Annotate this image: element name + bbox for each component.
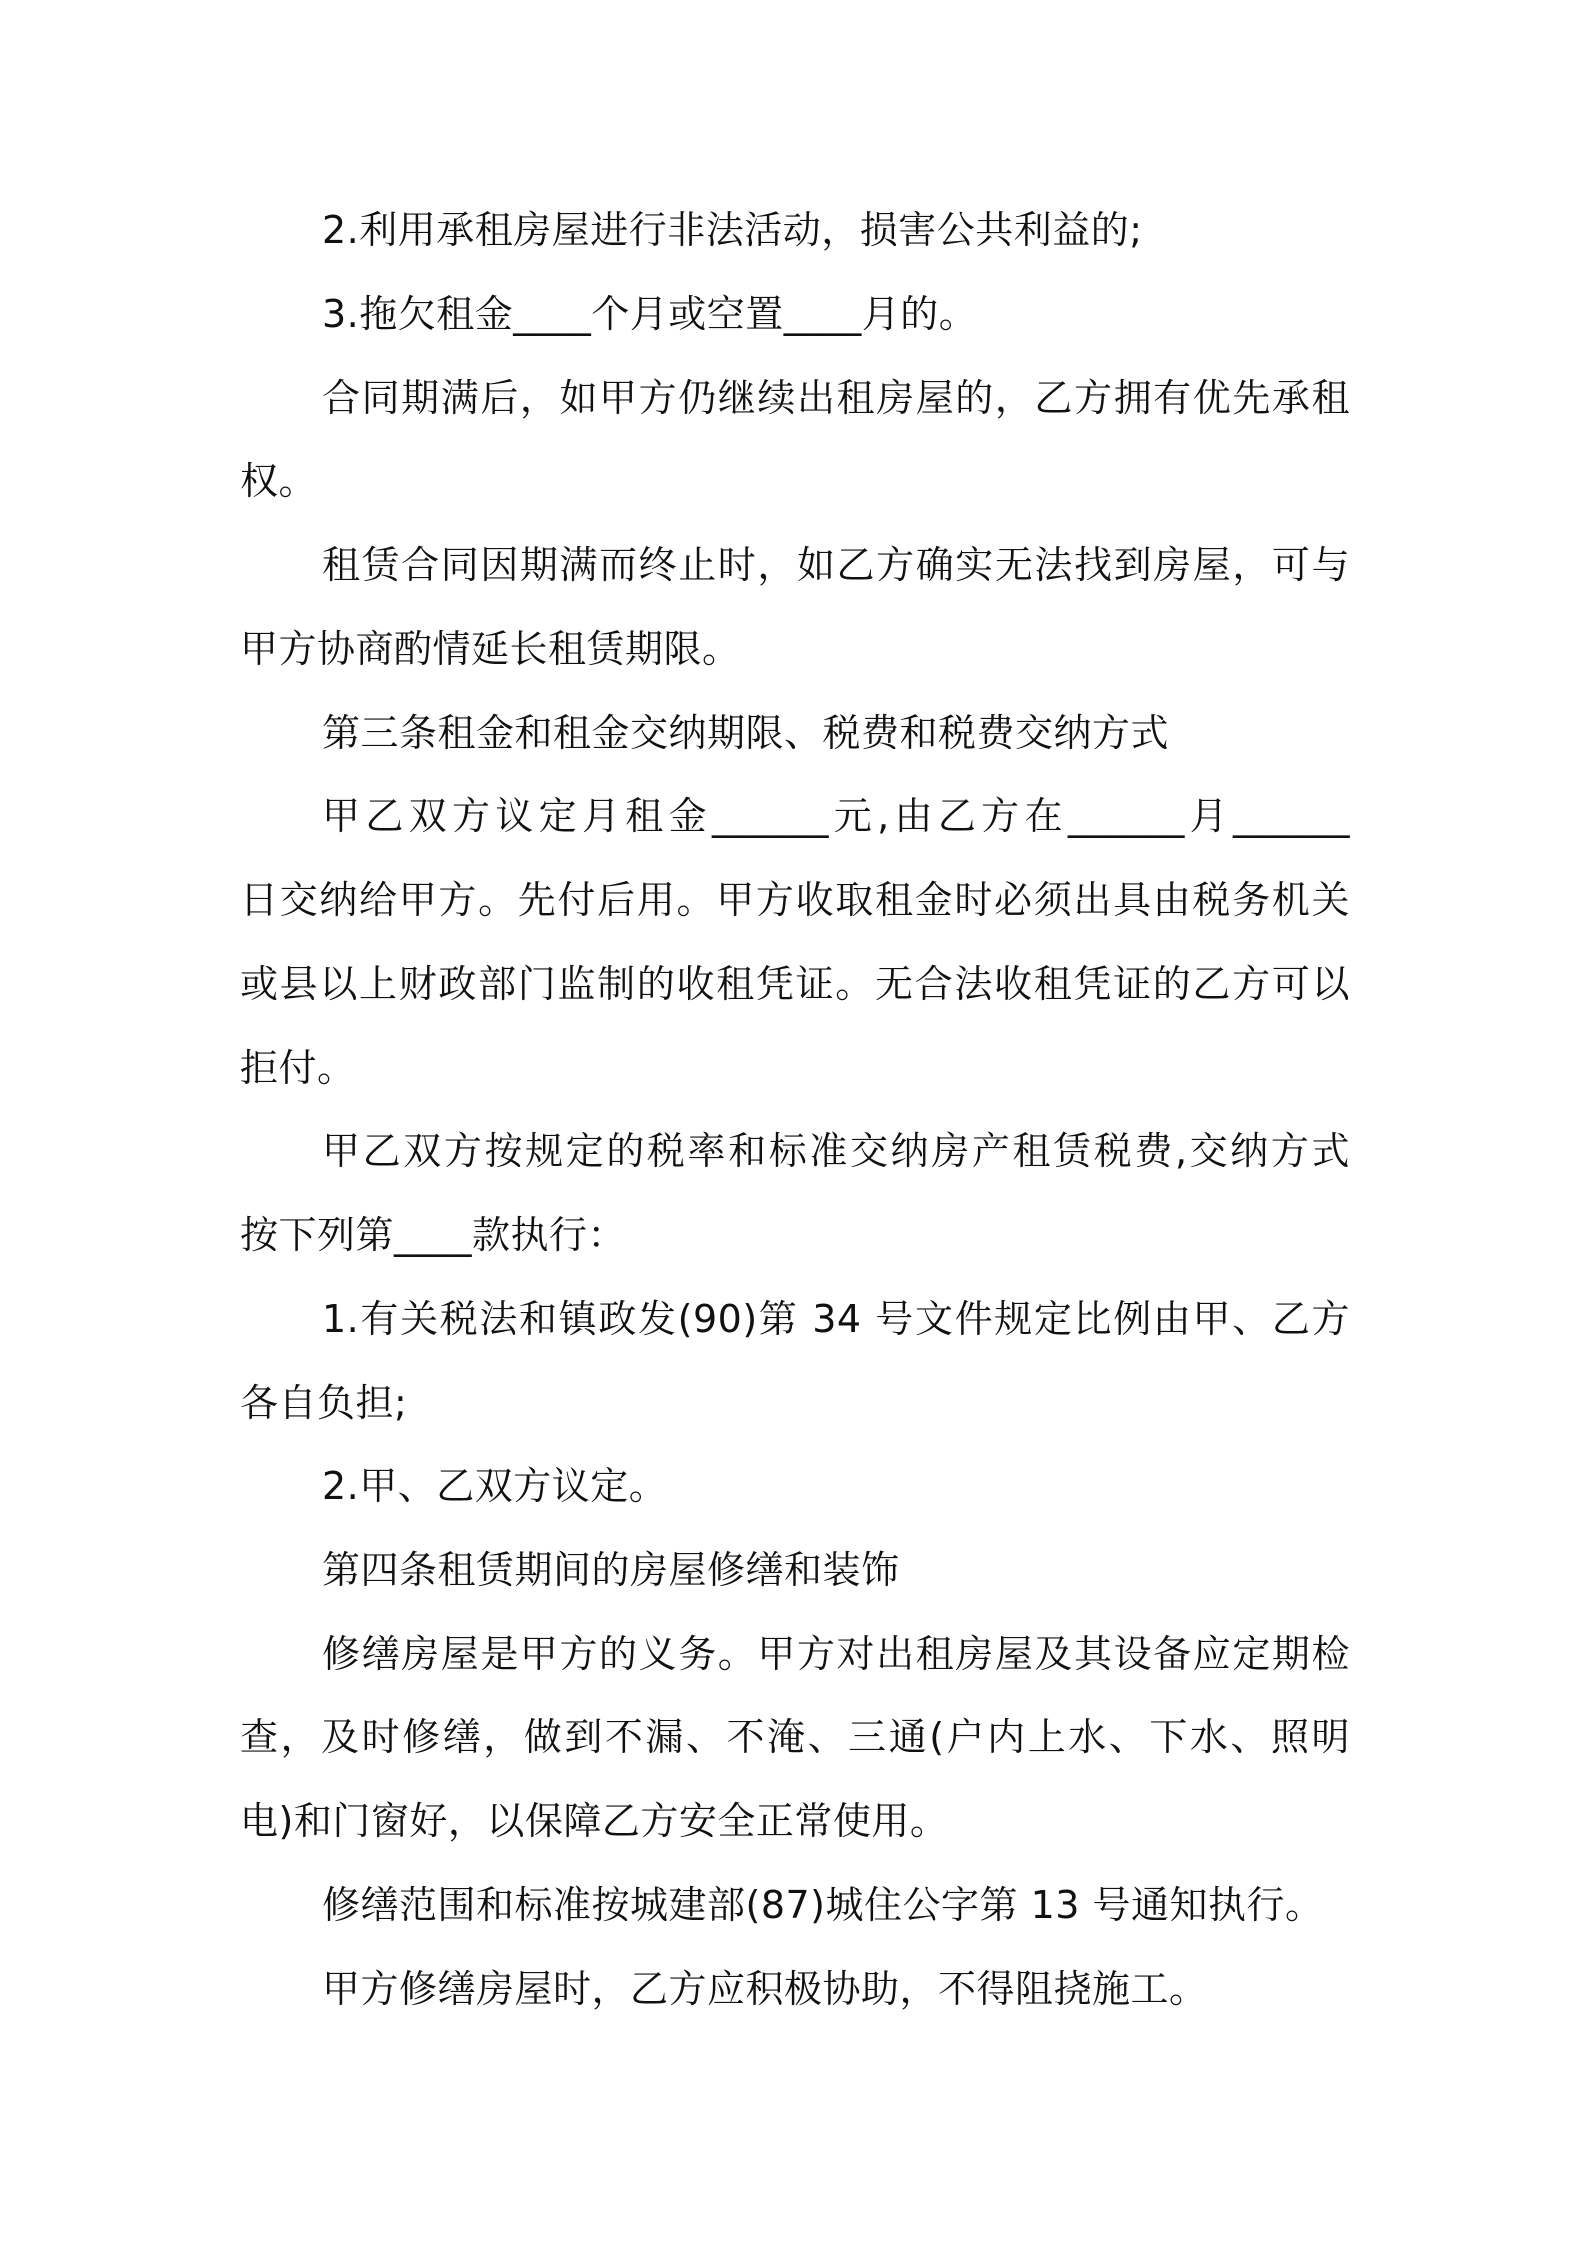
text-line: 合同期满后，如甲方仍继续出租房屋的，乙方拥有优先承租	[322, 376, 1350, 420]
text-line: 电)和门窗好，以保障乙方安全正常使用。	[240, 1799, 949, 1843]
text-line: 甲乙双方按规定的税率和标准交纳房产租赁税费,交纳方式	[322, 1129, 1350, 1173]
text-line: 租赁合同因期满而终止时，如乙方确实无法找到房屋，可与	[322, 543, 1350, 587]
text-line: 查，及时修缮，做到不漏、不淹、三通(户内上水、下水、照明	[240, 1715, 1350, 1759]
text-line: 甲方修缮房屋时，乙方应积极协助，不得阻挠施工。	[322, 1967, 1208, 2011]
text-line: 修缮房屋是甲方的义务。甲方对出租房屋及其设备应定期检	[322, 1632, 1350, 1676]
text-line: 各自负担;	[240, 1381, 408, 1425]
text-line: 拒付。	[240, 1046, 356, 1090]
text-line: 按下列第____款执行：	[240, 1213, 627, 1257]
section-heading: 第三条租金和租金交纳期限、税费和税费交纳方式	[322, 711, 1170, 755]
text-line: 2.甲、乙双方议定。	[322, 1464, 668, 1508]
text-line: 日交纳给甲方。先付后用。甲方收取租金时必须出具由税务机关	[240, 878, 1350, 922]
text-line: 权。	[240, 459, 318, 503]
text-line: 修缮范围和标准按城建部(87)城住公字第 13 号通知执行。	[322, 1883, 1324, 1927]
text-line: 1.有关税法和镇政发(90)第 34 号文件规定比例由甲、乙方	[322, 1297, 1350, 1341]
text-line: 甲方协商酌情延长租赁期限。	[240, 627, 741, 671]
section-heading: 第四条租赁期间的房屋修缮和装饰	[322, 1548, 900, 1592]
text-line: 甲乙双方议定月租金______元,由乙方在______月______	[322, 794, 1350, 838]
text-line: 2.利用承租房屋进行非法活动，损害公共利益的;	[322, 208, 1143, 252]
text-line: 或县以上财政部门监制的收租凭证。无合法收租凭证的乙方可以	[240, 962, 1350, 1006]
text-line: 3.拖欠租金____个月或空置____月的。	[322, 292, 978, 336]
